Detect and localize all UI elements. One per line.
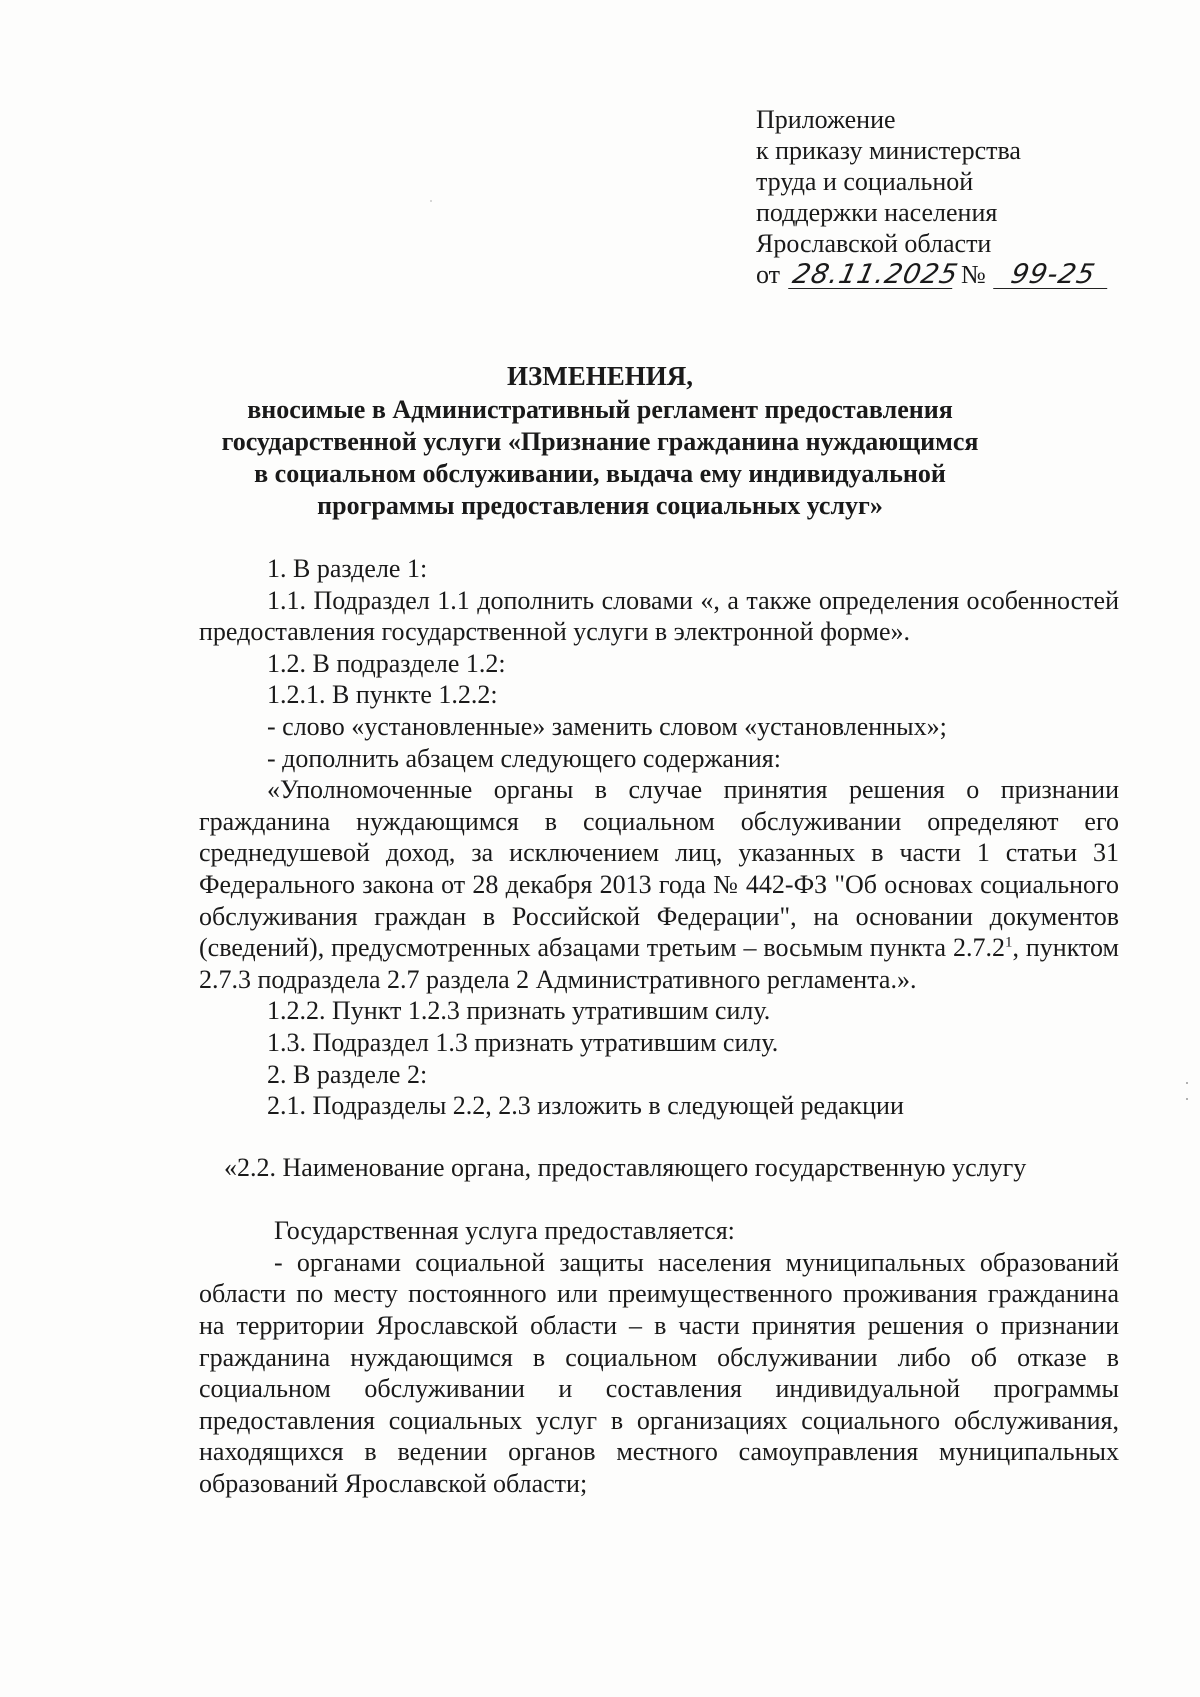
document-body [199, 553, 1119, 1500]
paragraph: 1.2.1. В пункте 1.2.2: [267, 680, 498, 710]
appendix-line: поддержки населения [756, 198, 998, 227]
paragraph: 1.3. Подраздел 1.3 признать утратившим силу. [267, 1027, 779, 1057]
subsection-heading: «2.2. Наименование органа, предоставляющего государственную услугу [224, 1152, 1027, 1182]
number-prefix: № [961, 260, 986, 289]
spacer [199, 1183, 1119, 1215]
title-subline: государственной услуги «Признание гражданина нуждающимся [221, 427, 979, 456]
paragraph: Государственная услуга предоставляется: [274, 1216, 735, 1246]
appendix-line: Приложение [756, 105, 896, 134]
paragraph: - дополнить абзацем следующего содержания: [267, 743, 781, 773]
appendix-date-line [756, 259, 1110, 290]
paragraph: 1.1. Подраздел 1.1 дополнить словами «, а также определения особенностей предоставления государственной услуги в электронной форме». [199, 585, 1119, 647]
paragraph: 2. В разделе 2: [267, 1059, 428, 1089]
spacer [199, 1122, 1119, 1152]
handwritten-number: 99-25 [993, 262, 1113, 289]
quoted-text-end: , пунктом 2.7.3 подраздела 2.7 раздела 2 Административного регламента.». [199, 933, 1119, 994]
scan-speck [1186, 1082, 1188, 1084]
title-subline: в социальном обслуживании, выдача ему индивидуальной [254, 459, 946, 488]
title-main: ИЗМЕНЕНИЯ, [506, 361, 693, 391]
paragraph: 1. В разделе 1: [267, 554, 428, 583]
appendix-line: к приказу министерства [756, 136, 1021, 165]
paragraph: 1.2. В подразделе 1.2: [267, 648, 506, 678]
paragraph: - органами социальной защиты населения муниципальных образований области по месту постоянного или преимущественного проживания гражданина на территории Ярославской области – в части принятия решения о признании гражданина нуждающимся в социальном обслуживании либо об отказе в социальном обслуживании и составления индивидуальной программы предоставления социальных услуг в организациях социального обслуживания, находящихся в ведении органов местного самоуправления муниципальных образований Ярославской области; [199, 1247, 1119, 1499]
appendix-line: Ярославской области [756, 229, 992, 258]
quoted-text: «Уполномоченные органы в случае принятия решения о признании гражданина нуждающимся в социальном обслуживании определяют его среднедушевой доход, за исключением лиц, указанных в части 1 статьи 31 Федерального закона от 28 декабря 2013 года № 442-ФЗ "Об основах социального обслуживания граждан в Российской Федерации", на основании документов (сведений), предусмотренных абзацами третьим – восьмым пункта 2.7.2 [199, 775, 1119, 963]
appendix-line: труда и социальной [756, 167, 974, 196]
document-title [0, 360, 1200, 522]
appendix-header [756, 104, 1110, 290]
quoted-paragraph [199, 774, 1119, 995]
scan-speck [430, 200, 432, 202]
title-subline: вносимые в Административный регламент предоставления [247, 395, 953, 424]
handwritten-date: 28.11.2025 [789, 259, 961, 290]
title-subline: программы предоставления социальных услуг» [317, 491, 883, 520]
paragraph: 1.2.2. Пункт 1.2.3 признать утратившим силу. [267, 996, 771, 1026]
date-prefix: от [756, 260, 781, 289]
scan-speck [1186, 1098, 1188, 1100]
paragraph: - слово «установленные» заменить словом «установленных»; [267, 711, 947, 741]
paragraph: 2.1. Подразделы 2.2, 2.3 изложить в следующей редакции [267, 1091, 904, 1121]
superscript: 1 [1005, 934, 1013, 951]
